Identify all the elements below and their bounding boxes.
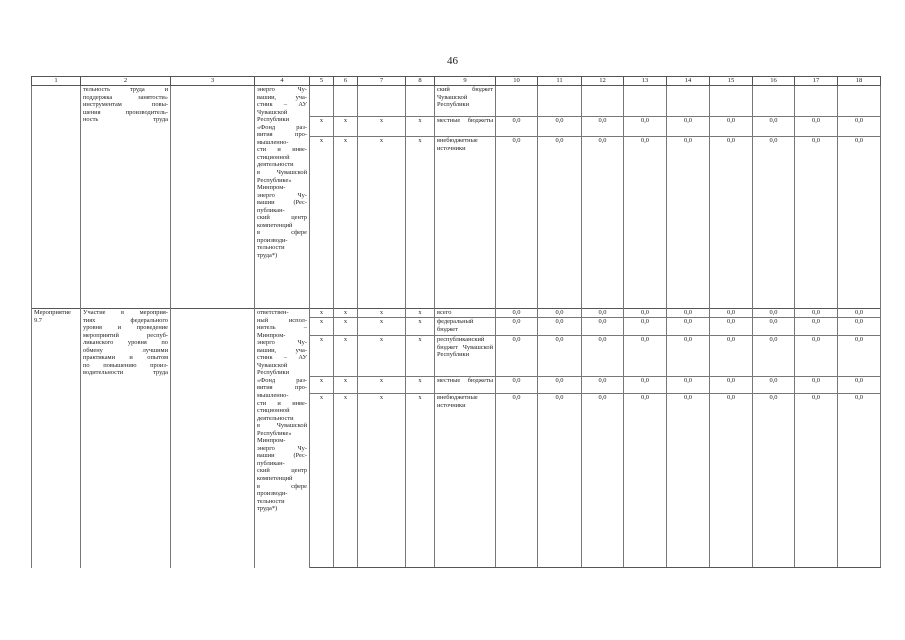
value-cell: [795, 86, 838, 117]
value-cell: 0,0: [624, 377, 667, 394]
value-cell: 0,0: [795, 336, 838, 377]
measure-number-text: Мероприятие 9.7: [34, 309, 71, 324]
text-line: инструментам повы-: [83, 101, 168, 109]
text-line: вашии, уча-: [257, 346, 307, 354]
value-cell: 0,0: [582, 336, 624, 377]
funding-source: внебюджетные источники: [435, 394, 496, 568]
text-line: шения производитель-: [83, 108, 168, 116]
text-line: тельности: [257, 497, 285, 505]
value-cell: [710, 86, 753, 117]
value-cell: 0,0: [710, 309, 753, 318]
value-cell: 0,0: [624, 318, 667, 336]
value-cell: 0,0: [710, 318, 753, 336]
value-cell: 0,0: [538, 394, 582, 568]
column-header: 5: [310, 77, 334, 86]
value-cell: 0,0: [753, 117, 795, 137]
value-cell: 0,0: [667, 318, 710, 336]
text-line: стник – АУ: [257, 354, 307, 362]
funding-source: внебюджетные источники: [435, 137, 496, 309]
column-header: 10: [496, 77, 538, 86]
code-mark: х: [358, 377, 406, 394]
column-header: 11: [538, 77, 582, 86]
value-cell: 0,0: [795, 117, 838, 137]
value-cell: 0,0: [795, 309, 838, 318]
text-line: в Чувашской: [257, 169, 307, 177]
text-line: стник – АУ: [257, 101, 307, 109]
value-cell: 0,0: [795, 377, 838, 394]
value-cell: 0,0: [667, 377, 710, 394]
text-line: производи-: [257, 236, 288, 244]
value-cell: 0,0: [496, 117, 538, 137]
page-number: 46: [447, 55, 458, 67]
text-line: вашии (Рес-: [257, 452, 307, 460]
value-cell: 0,0: [753, 137, 795, 309]
text-line: в Чувашской: [257, 422, 307, 430]
value-cell: 0,0: [667, 137, 710, 309]
value-cell: 0,0: [710, 394, 753, 568]
value-cell: 0,0: [667, 394, 710, 568]
value-cell: 0,0: [496, 336, 538, 377]
measure-description: [81, 86, 171, 309]
column-header: 2: [81, 77, 171, 86]
text-line: деятельности: [257, 161, 294, 169]
column-header: 6: [334, 77, 358, 86]
value-cell: 0,0: [838, 336, 881, 377]
value-cell: 0,0: [496, 377, 538, 394]
value-cell: 0,0: [838, 394, 881, 568]
text-line: Минпром-: [257, 331, 286, 339]
text-line: публикан-: [257, 206, 285, 214]
code-mark: х: [310, 309, 334, 318]
text-line: Республике»: [257, 176, 292, 184]
code-mark: х: [310, 117, 334, 137]
value-cell: [538, 86, 582, 117]
code-mark: х: [310, 137, 334, 309]
text-line: ответствен-: [257, 309, 289, 316]
column-header: 13: [624, 77, 667, 86]
value-cell: [753, 86, 795, 117]
text-line: водительности труда: [83, 369, 168, 377]
text-line: вития про-: [257, 384, 307, 392]
text-line: обмену лучшими: [83, 346, 168, 354]
code-mark: х: [310, 394, 334, 568]
column-header: 8: [406, 77, 435, 86]
value-cell: 0,0: [838, 117, 881, 137]
code-mark: х: [406, 137, 435, 309]
value-cell: 0,0: [838, 318, 881, 336]
text-line: в сфере: [257, 229, 307, 237]
text-line: в сфере: [257, 482, 307, 490]
value-cell: 0,0: [624, 137, 667, 309]
text-line: энерго Чу-: [257, 339, 307, 347]
column-header: 18: [838, 77, 881, 86]
value-cell: 0,0: [838, 309, 881, 318]
text-line: производи-: [257, 490, 288, 498]
value-cell: 0,0: [582, 117, 624, 137]
text-line: публикан-: [257, 459, 285, 467]
measure-number: [32, 309, 81, 568]
column-header: 4: [255, 77, 310, 86]
value-cell: 0,0: [667, 117, 710, 137]
responsible-executor: [255, 309, 310, 568]
text-line: труда*): [257, 252, 278, 260]
code-mark: х: [358, 309, 406, 318]
value-cell: 0,0: [667, 309, 710, 318]
code-mark: х: [358, 394, 406, 568]
value-cell: 0,0: [710, 336, 753, 377]
text-line: поддержка занятости»: [83, 93, 168, 101]
value-cell: [667, 86, 710, 117]
column-header: 15: [710, 77, 753, 86]
value-cell: 0,0: [538, 318, 582, 336]
value-cell: [582, 86, 624, 117]
value-cell: 0,0: [710, 377, 753, 394]
text-line: уровня и проведение: [83, 324, 168, 332]
text-line: мышленно-: [257, 138, 289, 146]
value-cell: 0,0: [753, 309, 795, 318]
value-cell: 0,0: [538, 377, 582, 394]
funding-source: республиканский бюджет Чувашской Республики: [435, 336, 496, 377]
text-line: энерго Чу-: [257, 444, 307, 452]
text-line: Чувашской: [257, 108, 288, 116]
value-cell: 0,0: [838, 377, 881, 394]
text-line: вития про-: [257, 131, 307, 139]
code-mark: х: [406, 318, 435, 336]
column-header: 14: [667, 77, 710, 86]
code-mark: х: [358, 137, 406, 309]
value-cell: 0,0: [624, 336, 667, 377]
code-mark: [334, 86, 358, 117]
code-mark: х: [406, 309, 435, 318]
text-line: ский центр: [257, 467, 307, 475]
code-mark: х: [358, 117, 406, 137]
text-line: нитель –: [257, 324, 307, 332]
value-cell: 0,0: [795, 137, 838, 309]
column-header: 16: [753, 77, 795, 86]
value-cell: 0,0: [582, 318, 624, 336]
text-line: Чувашской: [257, 361, 288, 369]
funding-source: местные бюджеты: [435, 117, 496, 137]
code-mark: х: [310, 318, 334, 336]
code-mark: х: [334, 309, 358, 318]
value-cell: 0,0: [496, 394, 538, 568]
value-cell: 0,0: [538, 117, 582, 137]
column-header: 7: [358, 77, 406, 86]
column-header: 9: [435, 77, 496, 86]
text-line: мероприятий респуб-: [83, 331, 168, 339]
text-line: вашии, уча-: [257, 93, 307, 101]
text-line: деятельности: [257, 414, 294, 422]
text-line: стиционной: [257, 407, 290, 415]
text-line: вашии (Рес-: [257, 199, 307, 207]
funding-source: местные бюджеты: [435, 377, 496, 394]
value-cell: 0,0: [582, 309, 624, 318]
value-cell: 0,0: [496, 309, 538, 318]
code-mark: х: [334, 377, 358, 394]
text-line: сти и инве-: [257, 146, 307, 154]
code-mark: х: [406, 377, 435, 394]
code-mark: х: [358, 336, 406, 377]
text-line: Участие в мероприя-: [83, 309, 168, 316]
value-cell: 0,0: [710, 117, 753, 137]
code-mark: х: [406, 117, 435, 137]
value-cell: 0,0: [582, 394, 624, 568]
code-mark: х: [406, 394, 435, 568]
value-cell: 0,0: [496, 318, 538, 336]
responsible-executor: [255, 86, 310, 309]
code-mark: х: [334, 336, 358, 377]
text-line: Республики: [257, 116, 290, 124]
value-cell: [838, 86, 881, 117]
funding-source: ский бюджет Чувашской Республики: [435, 86, 496, 117]
text-line: компетенций: [257, 221, 293, 229]
code-mark: х: [406, 336, 435, 377]
value-cell: 0,0: [838, 137, 881, 309]
text-line: тельности: [257, 244, 285, 252]
code-mark: [406, 86, 435, 117]
value-cell: 0,0: [753, 336, 795, 377]
column-header: 3: [171, 77, 255, 86]
column-header: 1: [32, 77, 81, 86]
text-line: энерго Чу-: [257, 86, 307, 93]
text-line: ный испол-: [257, 316, 307, 324]
text-line: компетенций: [257, 475, 293, 483]
code-mark: х: [310, 377, 334, 394]
value-cell: 0,0: [753, 377, 795, 394]
text-line: мышленно-: [257, 392, 289, 400]
program-table: [31, 76, 881, 568]
value-cell: 0,0: [753, 318, 795, 336]
value-cell: 0,0: [538, 336, 582, 377]
funding-source: федеральный бюджет: [435, 318, 496, 336]
text-line: труда*): [257, 505, 278, 513]
code-mark: х: [334, 394, 358, 568]
column-header: 12: [582, 77, 624, 86]
value-cell: 0,0: [710, 137, 753, 309]
value-cell: 0,0: [795, 318, 838, 336]
text-line: практиками и опытом: [83, 354, 168, 362]
text-line: стиционной: [257, 153, 290, 161]
text-line: «Фонд раз-: [257, 376, 307, 384]
code-mark: [310, 86, 334, 117]
text-line: ность труда: [83, 116, 168, 124]
value-cell: [624, 86, 667, 117]
text-line: Минпром-: [257, 437, 286, 445]
empty-cell: [171, 86, 255, 309]
text-line: тельность труда и: [83, 86, 168, 93]
code-mark: [358, 86, 406, 117]
code-mark: х: [334, 117, 358, 137]
text-line: Республики: [257, 369, 290, 377]
value-cell: [496, 86, 538, 117]
value-cell: 0,0: [624, 309, 667, 318]
text-line: Республике»: [257, 429, 292, 437]
funding-source: всего: [435, 309, 496, 318]
code-mark: х: [334, 318, 358, 336]
value-cell: 0,0: [795, 394, 838, 568]
measure-number: [32, 86, 81, 309]
value-cell: 0,0: [538, 137, 582, 309]
code-mark: х: [334, 137, 358, 309]
value-cell: 0,0: [582, 377, 624, 394]
column-number-header: [32, 77, 881, 86]
column-header: 17: [795, 77, 838, 86]
value-cell: 0,0: [538, 309, 582, 318]
text-line: по повышению произ-: [83, 361, 168, 369]
empty-cell: [171, 309, 255, 568]
value-cell: 0,0: [582, 137, 624, 309]
value-cell: 0,0: [667, 336, 710, 377]
code-mark: х: [358, 318, 406, 336]
value-cell: 0,0: [624, 117, 667, 137]
code-mark: х: [310, 336, 334, 377]
text-line: сти и инве-: [257, 399, 307, 407]
text-line: энерго Чу-: [257, 191, 307, 199]
value-cell: 0,0: [753, 394, 795, 568]
text-line: Минпром-: [257, 184, 286, 192]
text-line: ликанского уровня по: [83, 339, 168, 347]
value-cell: 0,0: [496, 137, 538, 309]
text-line: тиях федерального: [83, 316, 168, 324]
value-cell: 0,0: [624, 394, 667, 568]
text-line: «Фонд раз-: [257, 123, 307, 131]
measure-description: [81, 309, 171, 568]
text-line: ский центр: [257, 214, 307, 222]
